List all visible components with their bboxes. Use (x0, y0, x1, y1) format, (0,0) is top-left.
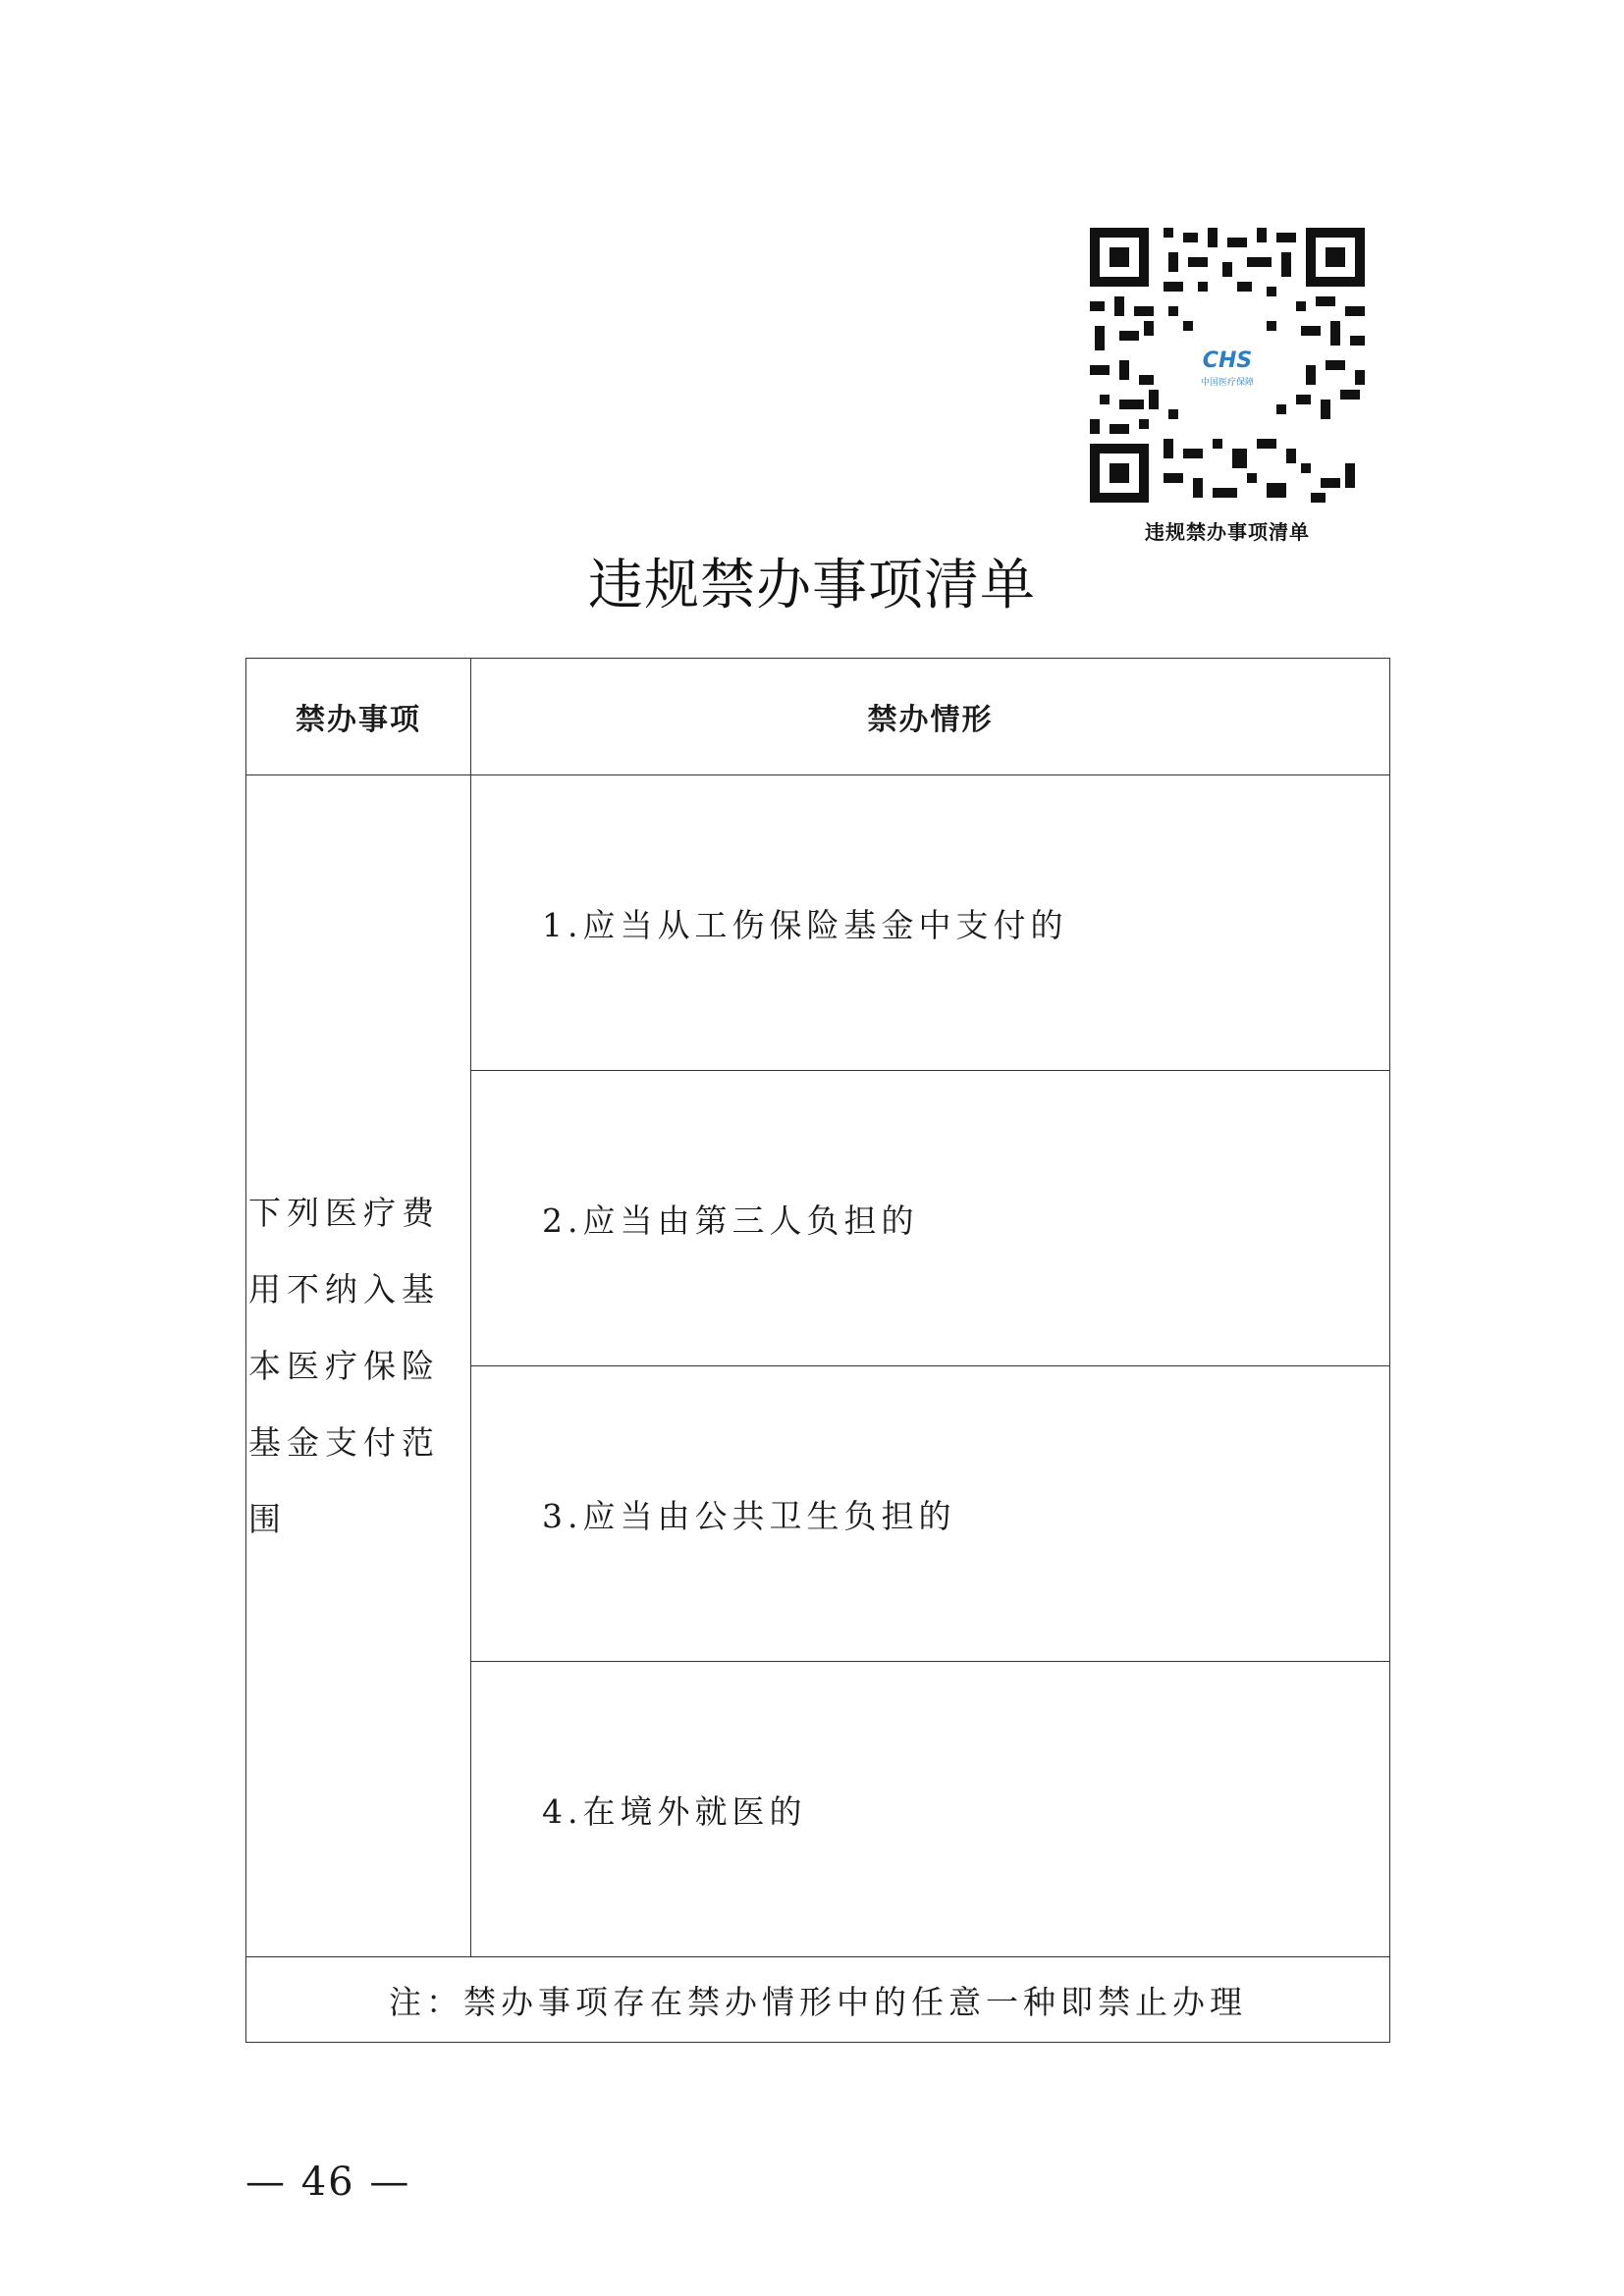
condition-cell: 4.在境外就医的 (471, 1662, 1390, 1957)
condition-cell: 2.应当由第三人负担的 (471, 1071, 1390, 1366)
note-row (246, 1957, 1390, 2043)
condition-cell: 3.应当由公共卫生负担的 (471, 1366, 1390, 1662)
page-number: — 46 — (245, 2160, 411, 2205)
category-cell: 下列医疗费用不纳入基本医疗保险基金支付范围 (246, 775, 471, 1957)
table-header-row (246, 659, 1390, 775)
condition-cell: 1.应当从工伤保险基金中支付的 (471, 775, 1390, 1071)
svg-text:CHS: CHS (1202, 348, 1253, 373)
qr-code-icon (1090, 228, 1365, 503)
svg-text:中国医疗保障: 中国医疗保障 (1200, 378, 1255, 388)
header-condition: 禁办情形 (471, 659, 1390, 775)
page-title: 违规禁办事项清单 (588, 554, 1036, 617)
table-note: 注：禁办事项存在禁办情形中的任意一种即禁止办理 (246, 1957, 1390, 2043)
header-item: 禁办事项 (246, 659, 471, 775)
qr-caption: 违规禁办事项清单 (1145, 520, 1310, 544)
qr-code-block (1090, 228, 1365, 545)
prohibited-items-table (245, 658, 1390, 2043)
table-row (246, 775, 1390, 1071)
